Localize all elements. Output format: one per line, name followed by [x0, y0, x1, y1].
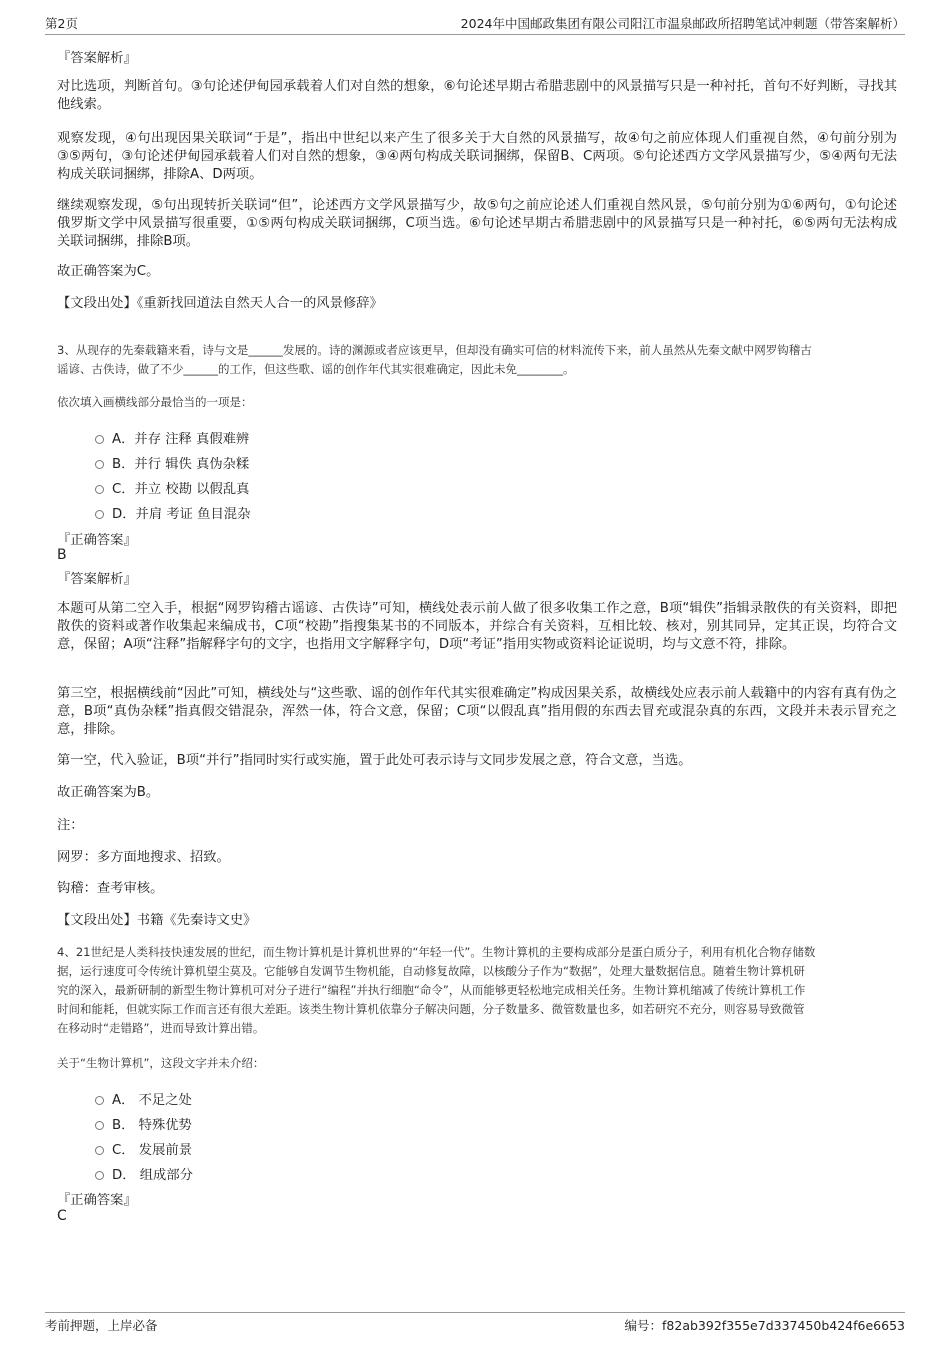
radio-icon[interactable] — [95, 485, 104, 494]
conclusion: 故正确答案为B。 — [57, 785, 160, 800]
correct-answer: B — [57, 547, 67, 563]
page-footer — [45, 1312, 905, 1337]
radio-icon[interactable] — [95, 510, 104, 519]
correct-answer-label: 『正确答案』 — [57, 1193, 137, 1208]
option-label: B．并行 辑佚 真伪杂糅 — [112, 457, 250, 472]
conclusion: 故正确答案为C。 — [57, 264, 160, 279]
option-a[interactable] — [95, 1089, 192, 1108]
question-stem: 究的深入，最新研制的新型生物计算机可对分子进行“编程”并执行细胞“命令”，从而能够更轻松地完成相关任务。生物计算机缩减了传统计算机工作 — [57, 983, 806, 997]
radio-icon[interactable] — [95, 435, 104, 444]
radio-icon[interactable] — [95, 460, 104, 469]
question-stem: 据，运行速度可令传统计算机望尘莫及。它能够自发调节生物机能，自动修复故障，以核酸分子作为“数据”，处理大量数据信息。随着生物计算机研 — [57, 964, 805, 978]
question-prompt: 依次填入画横线部分最恰当的一项是： — [57, 395, 253, 409]
note-label: 注： — [57, 818, 84, 833]
analysis-paragraph: 第一空，代入验证，B项“并行”指同时实行或实施，置于此处可表示诗与文同步发展之意，符合文意，当选。 — [57, 753, 692, 768]
note-item: 钩稽：查考审核。 — [57, 881, 164, 896]
correct-answer-label: 『正确答案』 — [57, 533, 137, 548]
analysis-paragraph: 继续观察发现，⑤句出现转折关联词“但”，论述西方文学风景描写少，故⑤句之前应论述人们重视自然风景，⑤句前分别为①⑥两句，①句论述俄罗斯文学中风景描写很重要，①⑤两句构成关联词捆绑，C项当选。⑥句论述早期古希腊悲剧中的风景描写只是一种衬托，⑥⑤两句无法构成关联词捆绑，排除B项。 — [57, 198, 897, 249]
analysis-paragraph: 本题可从第二空入手，根据“网罗钩稽古谣谚、古佚诗”可知，横线处表示前人做了很多收集工作之意，B项“辑佚”指辑录散佚的有关资料，即把散佚的资料或著作收集起来编成书，C项“校勘”指搜集某书的不同版本，并综合有关资料，互相比较、核对，别其同异，定其正误，均符合文意，保留；A项“注释”指解释字句的文字，也指用文字解释字句，D项“考证”指用实物或资料论证说明，均与文意不符，排除。 — [57, 601, 897, 652]
document-title: 2024年中国邮政集团有限公司阳江市温泉邮政所招聘笔试冲刺题（带答案解析） — [460, 16, 905, 31]
option-b[interactable] — [95, 1114, 192, 1133]
question-stem: 3、从现存的先秦载籍来看，诗与文是______发展的。诗的渊源或者应该更早，但却没有确实可信的材料流传下来，前人虽然从先秦文献中网罗钩稽古 — [57, 343, 812, 357]
analysis-label: 『答案解析』 — [57, 51, 137, 66]
question-prompt: 关于“生物计算机”，这段文字并未介绍： — [57, 1056, 265, 1070]
analysis-paragraph: 观察发现，④句出现因果关联词“于是”，指出中世纪以来产生了很多关于大自然的风景描写，故④句之前应体现人们重视自然，④句前分别为③⑤两句，③句论述伊甸园承载着人们对自然的想象，③④两句构成关联词捆绑，保留B、C两项。⑤句论述西方文学风景描写少，⑤④两句无法构成关联词捆绑，排除A、D两项。 — [57, 131, 897, 182]
option-label: C． 发展前景 — [112, 1143, 192, 1158]
document-id: 编号：f82ab392f355e7d337450b424f6e6653 — [624, 1318, 905, 1333]
option-a[interactable] — [95, 428, 249, 447]
question-stem: 在移动时“走错路”，进而导致计算出错。 — [57, 1021, 265, 1035]
option-label: D．并肩 考证 鱼目混杂 — [112, 507, 251, 522]
source-citation: 【文段出处】《重新找回道法自然天人合一的风景修辞》 — [57, 296, 383, 311]
footer-slogan: 考前押题，上岸必备 — [45, 1318, 158, 1333]
note-item: 网罗：多方面地搜求、招致。 — [57, 850, 230, 865]
source-citation: 【文段出处】书籍《先秦诗文史》 — [57, 913, 257, 928]
question-stem: 时间和能耗，但就实际工作而言还有很大差距。该类生物计算机依靠分子解决问题，分子数量多、微管数量也多，如若研究不充分，则容易导致微管 — [57, 1002, 805, 1016]
option-d[interactable] — [95, 1164, 193, 1183]
analysis-paragraph: 对比选项，判断首句。③句论述伊甸园承载着人们对自然的想象，⑥句论述早期古希腊悲剧中的风景描写只是一种衬托，首句不好判断，寻找其他线索。 — [57, 79, 897, 112]
analysis-paragraph: 第三空，根据横线前“因此”可知，横线处与“这些歌、谣的创作年代其实很难确定”构成因果关系，故横线处应表示前人载籍中的内容有真有伪之意，B项“真伪杂糅”指真假交错混杂，浑然一体，符合文意，保留；C项“以假乱真”指用假的东西去冒充或混杂真的东西，文段并未表示冒充之意，排除。 — [57, 686, 897, 737]
radio-icon[interactable] — [95, 1146, 104, 1155]
radio-icon[interactable] — [95, 1096, 104, 1105]
option-label: B． 特殊优势 — [112, 1118, 192, 1133]
option-c[interactable] — [95, 1139, 192, 1158]
analysis-label: 『答案解析』 — [57, 572, 137, 587]
option-c[interactable] — [95, 478, 249, 497]
question-stem: 4、21世纪是人类科技快速发展的世纪，而生物计算机是计算机世界的“年轻一代”。生物计算机的主要构成部分是蛋白质分子，利用有机化合物存储数 — [57, 945, 816, 959]
page-header — [45, 14, 905, 35]
option-label: A．并存 注释 真假难辨 — [112, 432, 250, 447]
option-b[interactable] — [95, 453, 249, 472]
page-number: 第2页 — [45, 16, 78, 31]
option-label: A． 不足之处 — [112, 1093, 192, 1108]
question-stem: 谣谚、古佚诗，做了不少______的工作，但这些歌、谣的创作年代其实很难确定，因此未免________。 — [57, 362, 575, 376]
option-label: D． 组成部分 — [112, 1168, 193, 1183]
correct-answer: C — [57, 1208, 67, 1224]
option-label: C．并立 校勘 以假乱真 — [112, 482, 250, 497]
radio-icon[interactable] — [95, 1171, 104, 1180]
option-d[interactable] — [95, 503, 250, 522]
radio-icon[interactable] — [95, 1121, 104, 1130]
